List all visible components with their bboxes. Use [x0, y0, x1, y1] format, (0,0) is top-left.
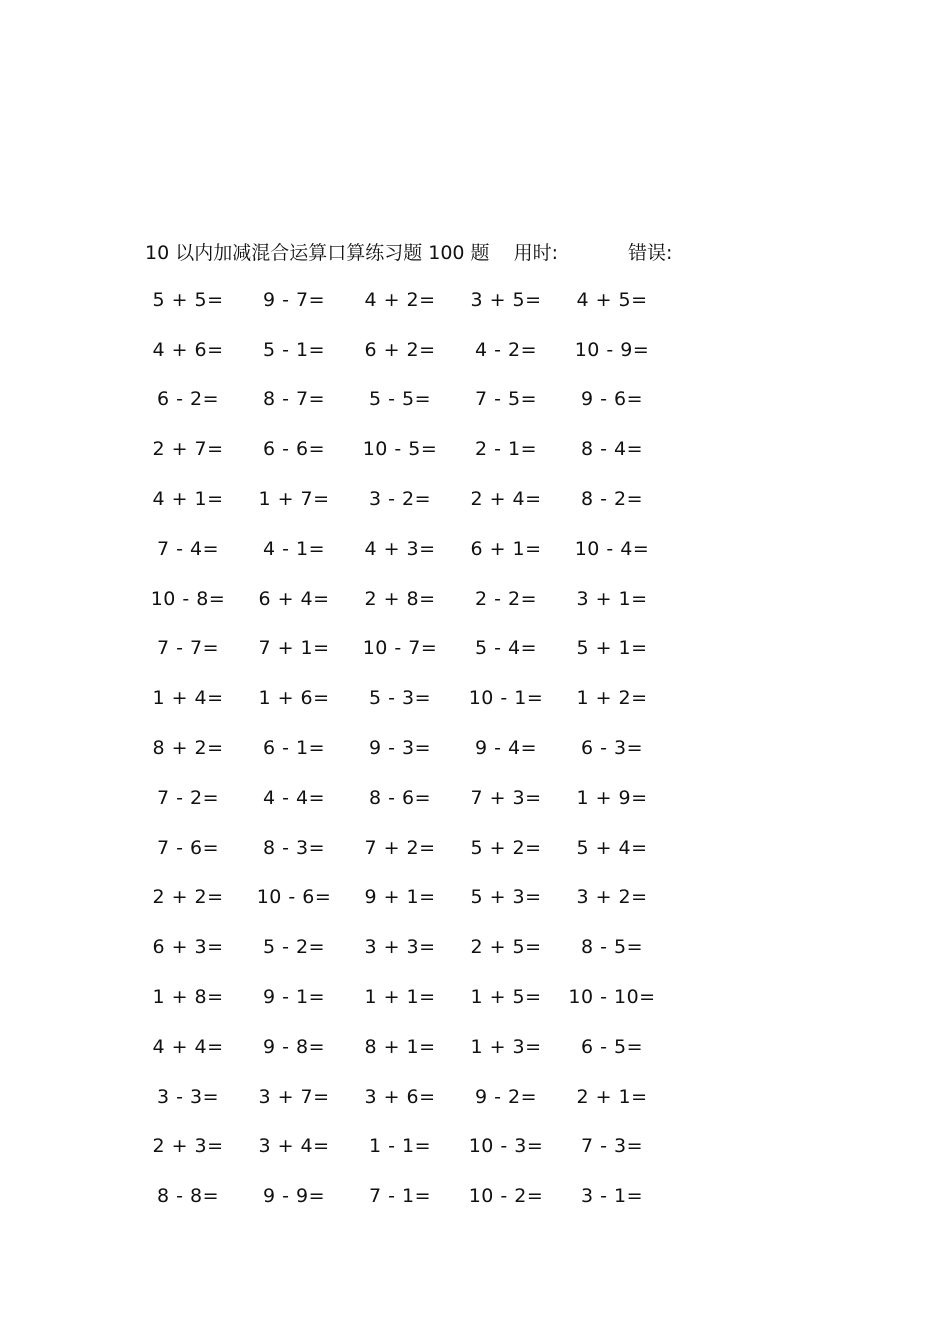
problem-item: 4 + 4=: [152, 1035, 224, 1058]
problem-item: 4 - 2=: [474, 338, 538, 361]
problem-item: 5 + 1=: [576, 637, 648, 660]
problem-item: 9 - 7=: [262, 288, 326, 311]
problem-item: 1 + 9=: [576, 786, 648, 809]
problem-row: [135, 574, 665, 624]
problem-item: 8 - 6=: [368, 786, 432, 809]
problem-item: 8 + 1=: [364, 1035, 436, 1058]
problem-item: 8 - 3=: [262, 836, 326, 859]
problem-item: 10 - 3=: [468, 1135, 544, 1158]
problem-item: 8 - 7=: [262, 388, 326, 411]
problem-item: 9 - 4=: [474, 737, 538, 760]
problem-row: [135, 823, 665, 873]
problem-item: 7 - 4=: [156, 537, 220, 560]
worksheet-title: 10 以内加减混合运算口算练习题 100 题: [145, 241, 490, 264]
problem-item: 3 - 2=: [368, 488, 432, 511]
problem-item: 5 + 3=: [470, 886, 542, 909]
problem-item: 6 - 3=: [580, 737, 644, 760]
problem-item: 7 + 3=: [470, 786, 542, 809]
problem-item: 10 - 8=: [150, 587, 226, 610]
problem-item: 10 - 6=: [256, 886, 332, 909]
problem-item: 3 + 2=: [576, 886, 648, 909]
problem-item: 1 + 7=: [258, 488, 330, 511]
problem-item: 3 + 5=: [470, 288, 542, 311]
error-count-label: 错误:: [627, 241, 673, 264]
problem-item: 1 + 1=: [364, 986, 436, 1009]
problem-item: 4 - 4=: [262, 786, 326, 809]
problem-item: 7 - 6=: [156, 836, 220, 859]
problem-item: 10 - 5=: [362, 438, 438, 461]
problem-item: 9 - 3=: [368, 737, 432, 760]
problem-item: 5 + 4=: [576, 836, 648, 859]
problem-item: 6 - 6=: [262, 438, 326, 461]
problem-item: 6 + 2=: [364, 338, 436, 361]
worksheet-header: [145, 234, 672, 268]
problem-item: 1 - 1=: [368, 1135, 432, 1158]
problem-row: [135, 424, 665, 474]
problem-item: 3 + 7=: [258, 1085, 330, 1108]
problem-row: [135, 972, 665, 1022]
problem-item: 10 - 9=: [574, 338, 650, 361]
problem-item: 5 - 3=: [368, 687, 432, 710]
problem-item: 10 - 10=: [568, 986, 656, 1009]
problem-item: 4 + 5=: [576, 288, 648, 311]
problem-row: [135, 773, 665, 823]
problem-item: 4 - 1=: [262, 537, 326, 560]
problem-row: [135, 673, 665, 723]
problem-item: 6 - 1=: [262, 737, 326, 760]
problem-item: 3 + 3=: [364, 936, 436, 959]
problem-item: 4 + 3=: [364, 537, 436, 560]
problem-item: 2 + 8=: [364, 587, 436, 610]
problem-row: [135, 922, 665, 972]
problem-row: [135, 474, 665, 524]
problem-item: 5 + 5=: [152, 288, 224, 311]
problem-item: 7 + 1=: [258, 637, 330, 660]
problem-item: 2 + 2=: [152, 886, 224, 909]
problem-item: 3 + 6=: [364, 1085, 436, 1108]
problem-item: 3 - 1=: [580, 1185, 644, 1208]
problem-item: 5 - 2=: [262, 936, 326, 959]
problem-item: 2 + 7=: [152, 438, 224, 461]
problem-row: [135, 375, 665, 425]
problem-item: 5 - 1=: [262, 338, 326, 361]
time-used-label: 用时:: [513, 241, 558, 264]
problem-row: [135, 275, 665, 325]
problem-item: 4 + 1=: [152, 488, 224, 511]
problem-row: [135, 873, 665, 923]
problem-item: 8 - 5=: [580, 936, 644, 959]
problem-item: 10 - 4=: [574, 537, 650, 560]
problem-grid: [135, 275, 665, 1221]
problem-item: 2 + 1=: [576, 1085, 648, 1108]
problem-item: 6 + 1=: [470, 537, 542, 560]
problem-item: 8 - 8=: [156, 1185, 220, 1208]
problem-item: 9 - 9=: [262, 1185, 326, 1208]
problem-item: 7 - 2=: [156, 786, 220, 809]
problem-row: [135, 1022, 665, 1072]
problem-row: [135, 624, 665, 674]
problem-item: 1 + 4=: [152, 687, 224, 710]
problem-row: [135, 1072, 665, 1122]
problem-item: 9 - 2=: [474, 1085, 538, 1108]
problem-item: 1 + 5=: [470, 986, 542, 1009]
problem-item: 6 + 4=: [258, 587, 330, 610]
problem-item: 9 + 1=: [364, 886, 436, 909]
problem-item: 8 + 2=: [152, 737, 224, 760]
problem-item: 2 - 2=: [474, 587, 538, 610]
problem-item: 7 - 5=: [474, 388, 538, 411]
problem-item: 2 + 3=: [152, 1135, 224, 1158]
problem-row: [135, 325, 665, 375]
problem-item: 9 - 6=: [580, 388, 644, 411]
problem-item: 9 - 1=: [262, 986, 326, 1009]
problem-row: [135, 1122, 665, 1172]
problem-item: 7 - 1=: [368, 1185, 432, 1208]
problem-item: 3 - 3=: [156, 1085, 220, 1108]
problem-item: 5 + 2=: [470, 836, 542, 859]
problem-item: 6 + 3=: [152, 936, 224, 959]
problem-item: 3 + 1=: [576, 587, 648, 610]
problem-item: 4 + 6=: [152, 338, 224, 361]
problem-item: 1 + 2=: [576, 687, 648, 710]
problem-item: 10 - 7=: [362, 637, 438, 660]
problem-item: 1 + 8=: [152, 986, 224, 1009]
problem-row: [135, 723, 665, 773]
problem-item: 7 - 3=: [580, 1135, 644, 1158]
problem-item: 1 + 3=: [470, 1035, 542, 1058]
problem-item: 10 - 2=: [468, 1185, 544, 1208]
problem-item: 4 + 2=: [364, 288, 436, 311]
problem-item: 6 - 2=: [156, 388, 220, 411]
problem-item: 2 - 1=: [474, 438, 538, 461]
problem-row: [135, 1171, 665, 1221]
problem-item: 5 - 5=: [368, 388, 432, 411]
problem-item: 2 + 4=: [470, 488, 542, 511]
problem-item: 1 + 6=: [258, 687, 330, 710]
problem-item: 3 + 4=: [258, 1135, 330, 1158]
problem-item: 8 - 2=: [580, 488, 644, 511]
problem-item: 5 - 4=: [474, 637, 538, 660]
problem-item: 7 + 2=: [364, 836, 436, 859]
problem-item: 6 - 5=: [580, 1035, 644, 1058]
problem-row: [135, 524, 665, 574]
problem-item: 2 + 5=: [470, 936, 542, 959]
problem-item: 7 - 7=: [156, 637, 220, 660]
problem-item: 8 - 4=: [580, 438, 644, 461]
problem-item: 9 - 8=: [262, 1035, 326, 1058]
problem-item: 10 - 1=: [468, 687, 544, 710]
